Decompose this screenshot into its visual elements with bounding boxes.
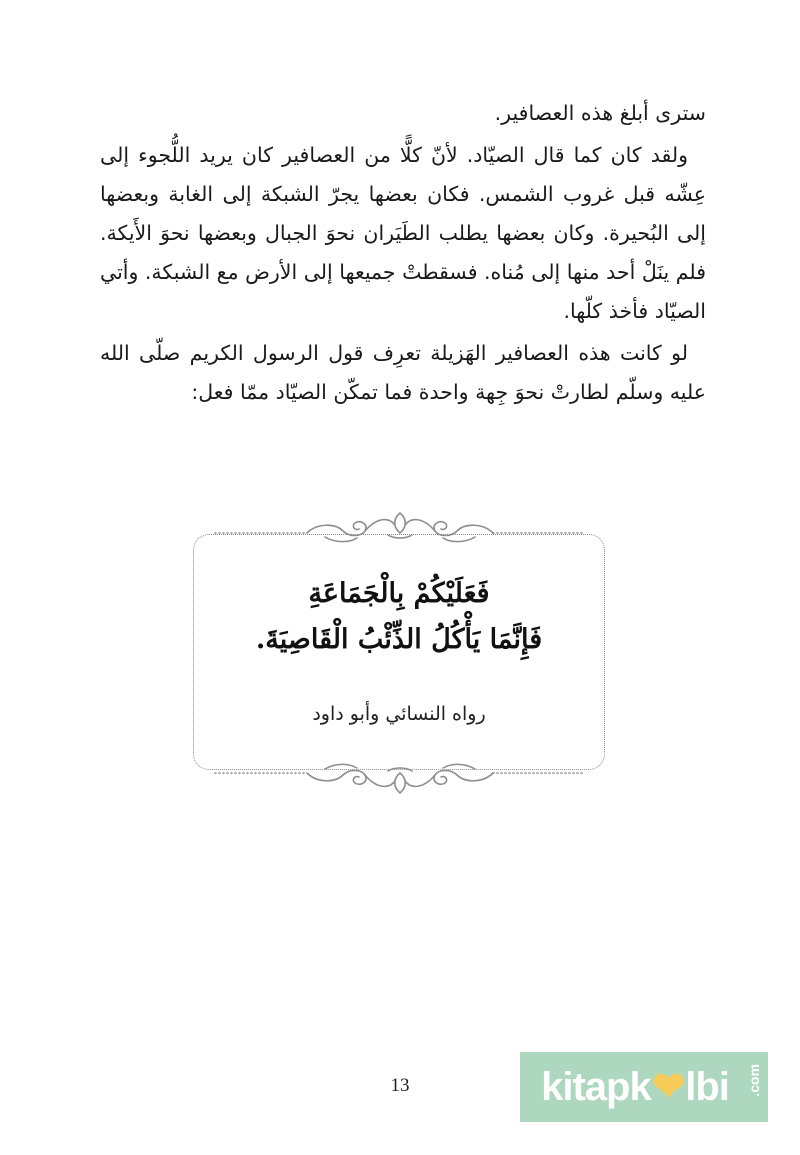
watermark-text-right: lbi — [685, 1064, 729, 1109]
paragraph: ولقد كان كما قال الصيّاد. لأنّ كلًّا من العصافير كان يريد اللُّجوء إلى عِشّه قبل غروب الشمس. فكان بعضها يجرّ الشبكة إلى الغابة وبعضها إلى البُحيرة. وكان بعضها يطلب الطَيَران نحوَ الجبال وبعضها نحوَ الأَيكة. فلم ينَلْ أحد منها إلى مُناه. فسقطتْ جميعها إلى الأرض مع الشبكة. وأتي الصيّاد فأخذ كلّها. — [100, 143, 706, 323]
quote-line-2: فَإِنَّمَا يَأْكُلُ الذِّئْبُ الْقَاصِيَةَ. — [255, 624, 543, 655]
paragraph: سترى أبلغ هذه العصافير. — [494, 101, 706, 125]
quote-attribution: رواه النسائي وأبو داود — [312, 703, 486, 725]
quote-line-1: فَعَلَيْكُمْ بِالْجَمَاعَةِ — [308, 578, 490, 609]
ornament-bottom-icon — [185, 745, 615, 795]
heart-icon: ❤ — [651, 1065, 685, 1109]
page-number: 13 — [390, 1075, 410, 1096]
body-text — [100, 94, 706, 415]
quote-text — [193, 571, 605, 663]
watermark-suffix: .com — [746, 1064, 762, 1097]
hadith-quote-box — [185, 505, 615, 795]
watermark-logo — [520, 1052, 768, 1122]
paragraph: لو كانت هذه العصافير الهَزيلة تعرِف قول الرسول الكريم صلّى الله عليه وسلّم لطارتْ نحوَ جِهة واحدة فما تمكّن الصيّاد ممّا فعل: — [100, 341, 706, 404]
watermark-text-left: kitapk — [541, 1064, 651, 1109]
